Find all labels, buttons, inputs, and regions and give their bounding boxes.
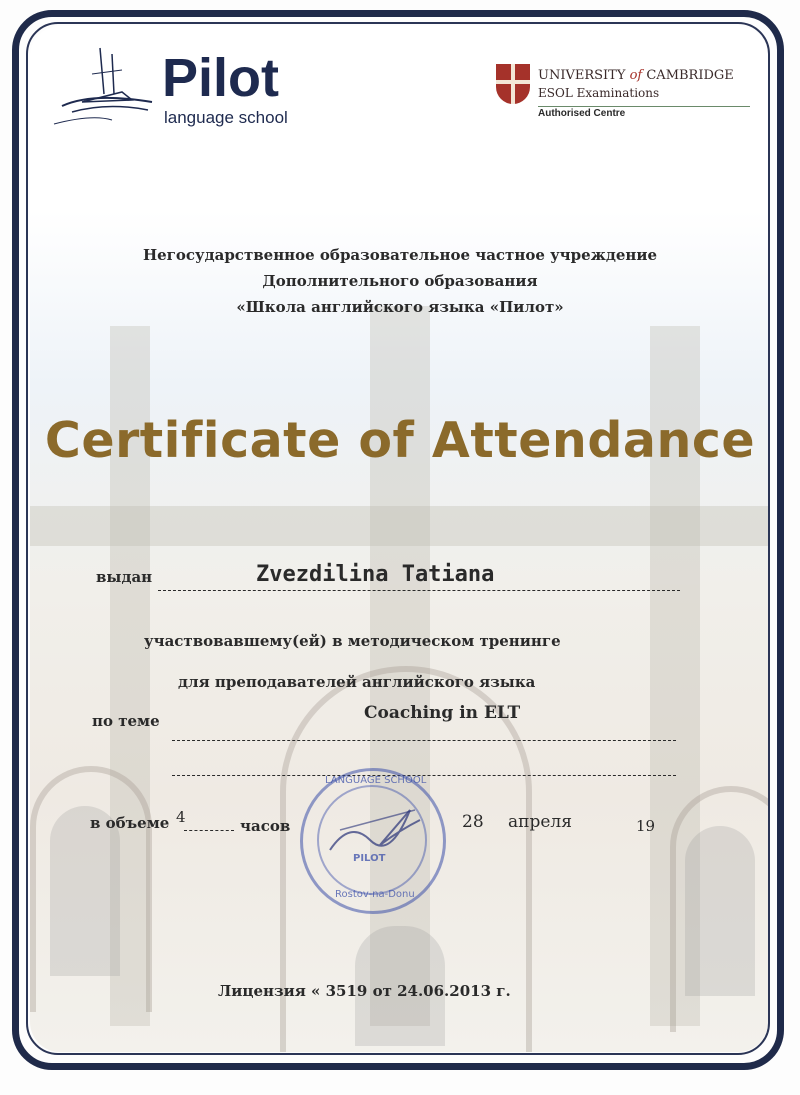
topic-value: Coaching in ELT	[364, 703, 521, 723]
date-month: апреля	[508, 812, 572, 832]
certificate-title: Certificate of Attendance	[44, 412, 756, 469]
issued-label: выдан	[96, 568, 153, 586]
volume-label: в объеме	[90, 814, 170, 832]
institution-line-2: Дополнительного образования	[262, 272, 538, 290]
pilot-ship-logo-icon	[52, 44, 160, 130]
pilot-logo-wordmark: Pilot	[162, 48, 279, 108]
cambridge-esol: ESOL Examinations	[538, 86, 660, 100]
topic-line-1	[172, 740, 676, 741]
stamp-ring-text: LANGUAGE SCHOOL	[325, 775, 427, 786]
institution-line-3: «Школа английского языка «Пилот»	[236, 298, 564, 316]
stamp-center-text: PILOT	[353, 853, 386, 864]
hours-line	[184, 830, 234, 831]
topic-label: по теме	[92, 712, 160, 730]
institution-line-1: Негосударственное образовательное частное учреждение	[142, 246, 658, 264]
stamp-bottom-text: Rostov-na-Donu	[335, 889, 415, 900]
date-year: 19	[636, 817, 656, 835]
participated-text: участвовавшему(ей) в методическом тренинге	[144, 632, 561, 650]
hours-value: 4	[176, 808, 186, 826]
date-day: 28	[462, 812, 484, 832]
for-teachers-text: для преподавателей английского языка	[178, 673, 536, 691]
signature-icon	[320, 790, 430, 870]
cambridge-divider	[538, 106, 750, 107]
cambridge-authorised: Authorised Centre	[538, 108, 626, 119]
hours-label: часов	[240, 817, 291, 835]
recipient-line	[158, 590, 680, 591]
pilot-logo-subtitle: language school	[164, 108, 288, 127]
recipient-name: Zvezdilina Tatiana	[256, 562, 495, 587]
license-text: Лицензия « 3519 от 24.06.2013 г.	[218, 982, 511, 1000]
cambridge-title: UNIVERSITY of CAMBRIDGE	[538, 68, 734, 83]
